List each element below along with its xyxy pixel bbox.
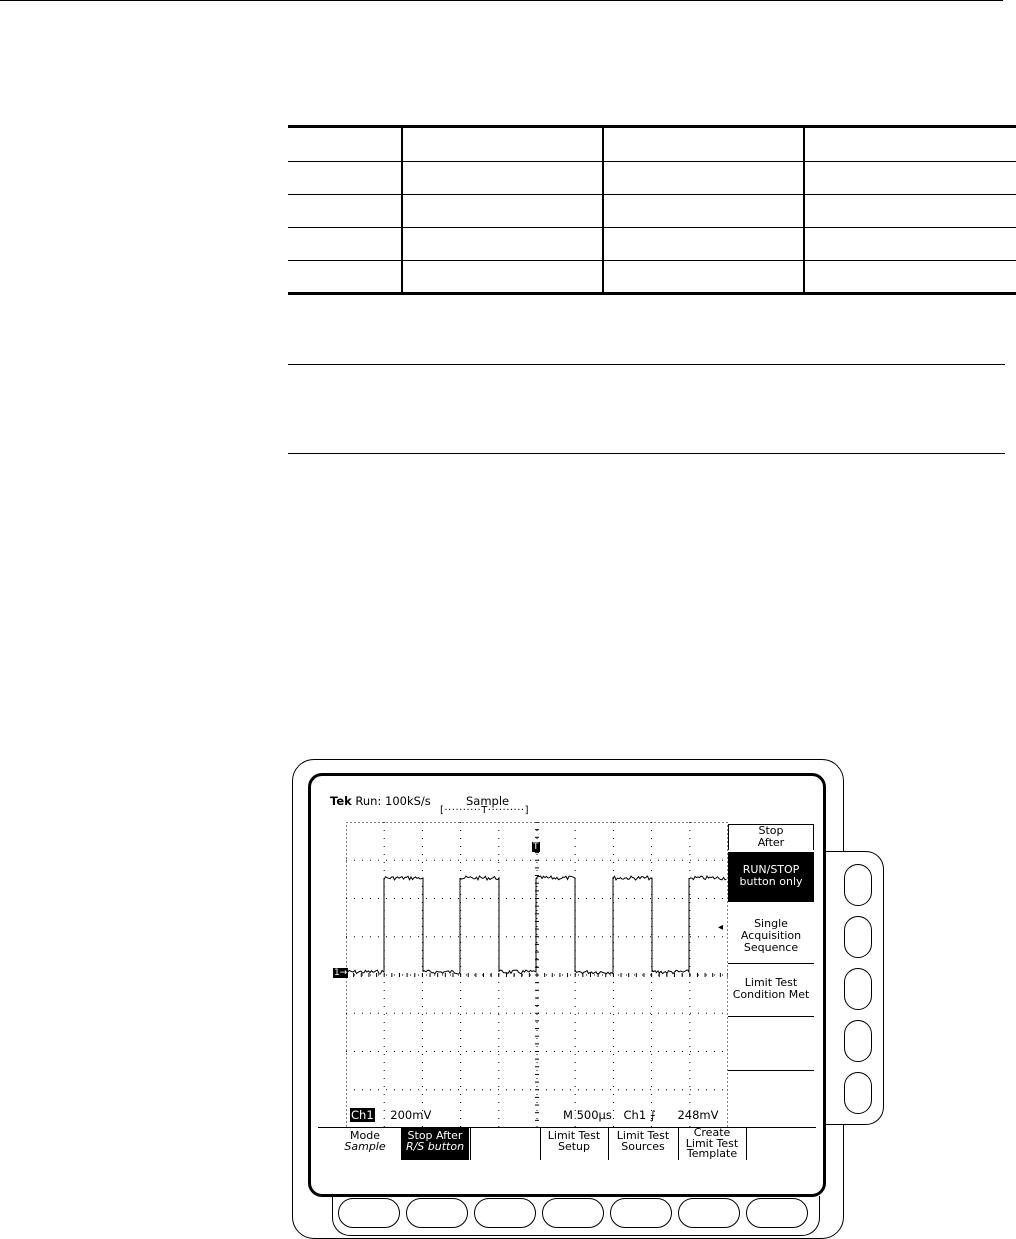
- record-view-bracket: [··········T··········]: [440, 805, 529, 816]
- channel-readout: [350, 1108, 431, 1122]
- table-row-rule: [288, 194, 1016, 195]
- channel-1-waveform: [346, 876, 727, 974]
- side-bezel-button-5[interactable]: [844, 1072, 872, 1114]
- side-menu-empty-slot-4[interactable]: [728, 1022, 814, 1066]
- acquisition-mode: Sample: [466, 794, 510, 808]
- rising-edge-icon: ⨍: [649, 1108, 656, 1122]
- bottom-bezel-button-4[interactable]: [542, 1198, 604, 1228]
- scope-status-line: [330, 794, 431, 808]
- table-column-divider: [803, 126, 805, 294]
- bottom-menu-create-limit-test-template[interactable]: Create Limit Test Template: [685, 1126, 739, 1160]
- table-row-rule: [288, 227, 1016, 228]
- bottom-menu-limit-test-sources[interactable]: Limit Test Sources: [616, 1129, 670, 1153]
- table-column-divider: [602, 126, 604, 294]
- side-bezel-button-4[interactable]: [844, 1020, 872, 1062]
- bottom-bezel-button-2[interactable]: [406, 1198, 468, 1228]
- table-bottom-rule: [288, 292, 1016, 295]
- side-menu-single-acquisition-sequence[interactable]: Single Acquisition Sequence: [740, 917, 802, 954]
- channel-label: Ch1: [351, 1108, 374, 1122]
- timebase-value: M 500µs: [563, 1108, 612, 1122]
- bottom-menu-mode[interactable]: Mode Sample: [344, 1129, 386, 1153]
- timebase-readout: [563, 1108, 718, 1122]
- bottom-bezel-button-1[interactable]: [338, 1198, 400, 1228]
- side-bezel-button-2[interactable]: [844, 916, 872, 958]
- bottom-menu-stop-after[interactable]: Stop After R/S button: [401, 1128, 469, 1160]
- tek-logo: Tek: [330, 794, 352, 808]
- trigger-source: Ch1: [623, 1108, 647, 1122]
- table-column-divider: [401, 126, 403, 294]
- side-menu-limit-test-condition-met[interactable]: Limit Test Condition Met: [732, 976, 810, 1001]
- side-menu-empty-slot-5[interactable]: [728, 1076, 814, 1120]
- bottom-menu-empty-slot[interactable]: [471, 1128, 539, 1160]
- bottom-bezel-button-5[interactable]: [610, 1198, 672, 1228]
- bottom-menu-empty-slot[interactable]: [747, 1128, 815, 1160]
- trigger-level: 248mV: [677, 1108, 719, 1122]
- bottom-bezel-button-7[interactable]: [746, 1198, 808, 1228]
- acquisition-status: Run: 100kS/s: [355, 794, 431, 808]
- waveform-graticule: [346, 822, 728, 1128]
- page-header-rule: [0, 0, 1003, 1]
- graticule-grid: [346, 822, 728, 1128]
- side-menu-divider: [728, 1016, 814, 1017]
- table-row-rule: [288, 260, 1016, 261]
- bottom-bezel-button-3[interactable]: [474, 1198, 536, 1228]
- side-bezel-button-3[interactable]: [844, 968, 872, 1010]
- trigger-level-marker-icon: ◂: [718, 922, 724, 933]
- side-menu-divider: [728, 1070, 814, 1071]
- note-bottom-rule: [288, 453, 1005, 454]
- channel-1-ground-marker: 1→: [334, 968, 348, 978]
- note-top-rule: [288, 364, 1005, 365]
- table-header-rule: [288, 161, 1016, 162]
- table-top-rule: [288, 125, 1016, 128]
- trigger-position-marker: T: [533, 842, 539, 852]
- bottom-menu-limit-test-setup[interactable]: Limit Test Setup: [547, 1129, 601, 1153]
- bottom-bezel-button-6[interactable]: [678, 1198, 740, 1228]
- volts-per-div: 200mV: [390, 1108, 432, 1122]
- side-menu-title: Stop After: [728, 824, 814, 850]
- side-menu-run-stop-button-only[interactable]: RUN/STOP button only: [728, 852, 814, 902]
- side-bezel-button-1[interactable]: [844, 864, 872, 906]
- side-menu-divider: [728, 963, 814, 964]
